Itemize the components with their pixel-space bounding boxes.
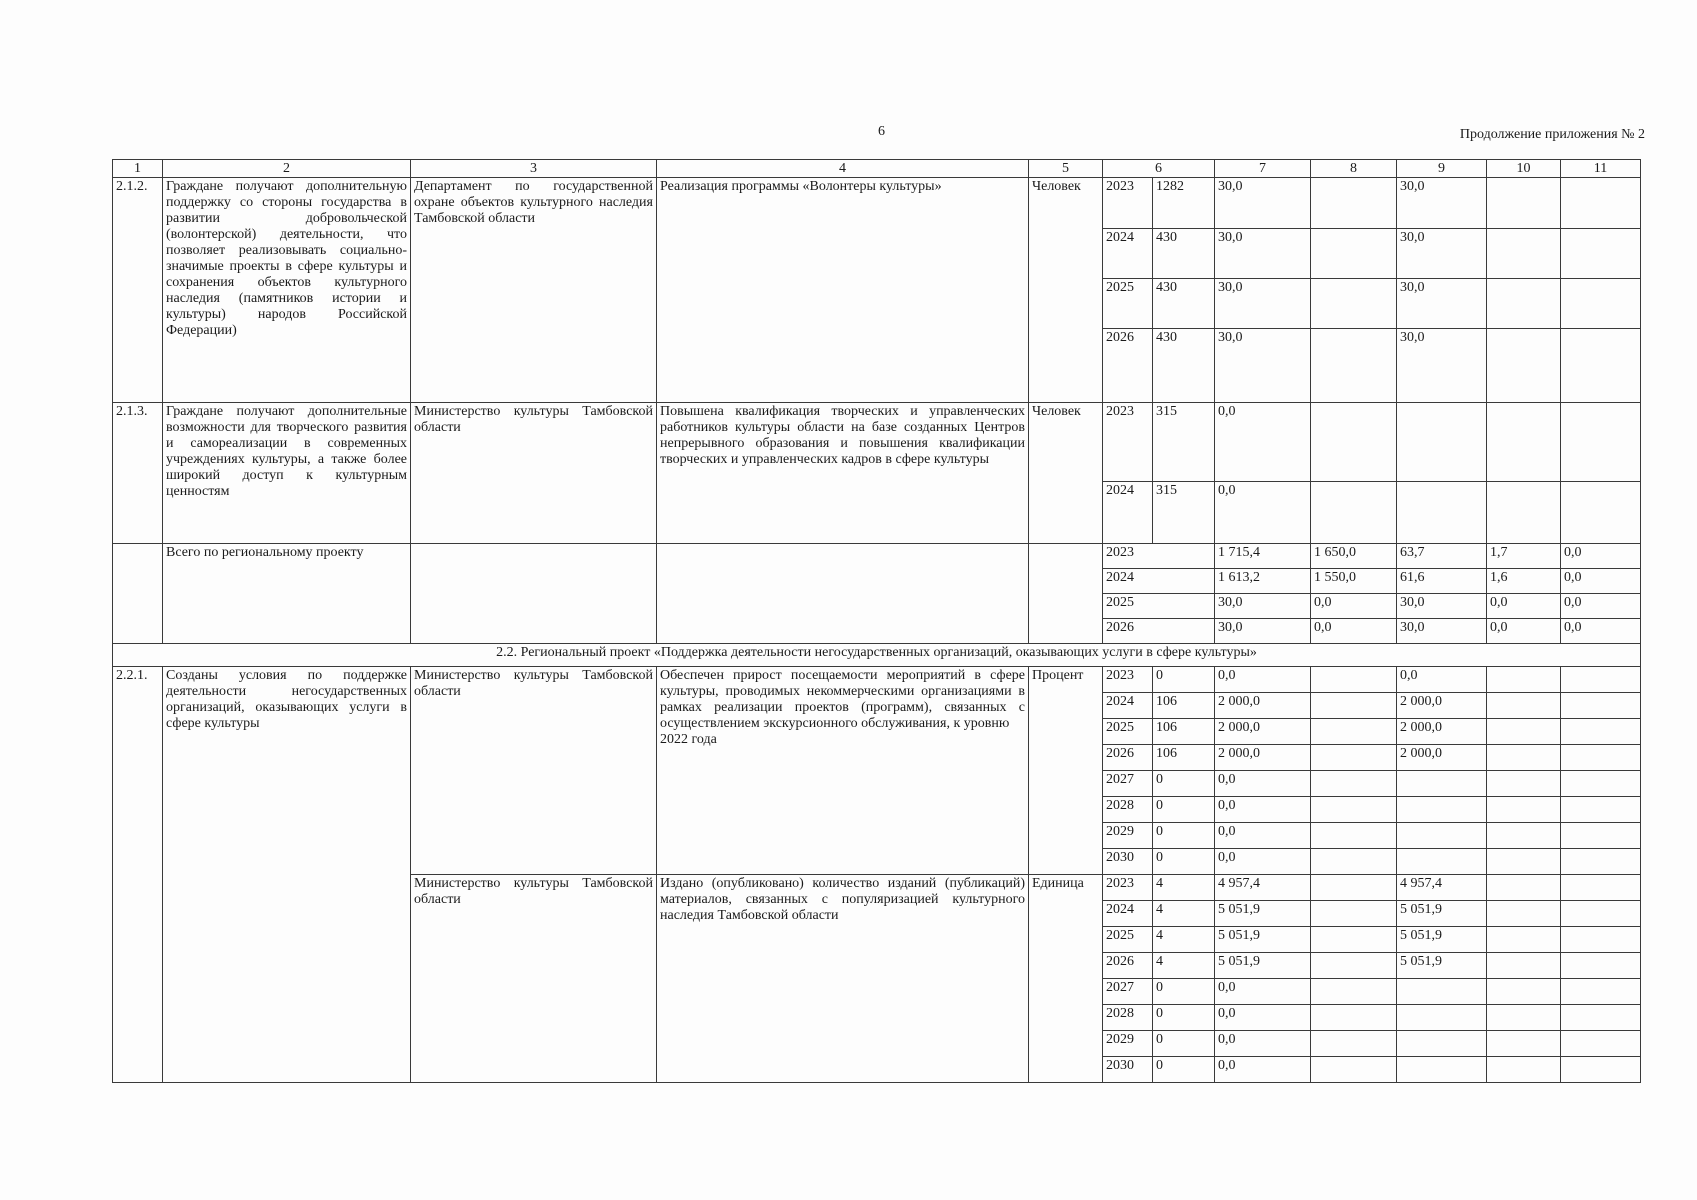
unit-text: Единица: [1029, 875, 1103, 1083]
budget-cell: 1,7: [1487, 544, 1561, 569]
budget-cell: [1311, 403, 1397, 482]
budget-cell: 30,0: [1215, 329, 1311, 403]
budget-cell: 1 715,4: [1215, 544, 1311, 569]
budget-cell: [1487, 329, 1561, 403]
budget-cell: 0,0: [1215, 849, 1311, 875]
value-cell: 0: [1153, 667, 1215, 693]
col-header: 8: [1311, 160, 1397, 178]
value-cell: 4: [1153, 875, 1215, 901]
col-header: 2: [163, 160, 411, 178]
value-cell: 4: [1153, 953, 1215, 979]
budget-cell: 0,0: [1215, 1031, 1311, 1057]
empty-cell: [411, 544, 657, 644]
budget-cell: 30,0: [1397, 594, 1487, 619]
year-cell: 2029: [1103, 823, 1153, 849]
col-header: 7: [1215, 160, 1311, 178]
budget-cell: [1561, 797, 1641, 823]
budget-cell: 30,0: [1397, 619, 1487, 644]
budget-cell: 30,0: [1215, 594, 1311, 619]
budget-cell: [1487, 482, 1561, 544]
budget-cell: 5 051,9: [1215, 927, 1311, 953]
budget-cell: 2 000,0: [1215, 745, 1311, 771]
budget-cell: [1561, 745, 1641, 771]
budget-cell: [1561, 329, 1641, 403]
value-cell: 0: [1153, 849, 1215, 875]
budget-cell: [1487, 875, 1561, 901]
budget-cell: 61,6: [1397, 569, 1487, 594]
year-cell: 2027: [1103, 979, 1153, 1005]
unit-text: Человек: [1029, 403, 1103, 544]
year-cell: 2023: [1103, 178, 1153, 229]
responsible-text: Министерство культуры Тамбовской области: [411, 403, 657, 544]
col-header: 5: [1029, 160, 1103, 178]
budget-cell: 0,0: [1215, 823, 1311, 849]
budget-cell: 0,0: [1561, 594, 1641, 619]
budget-cell: 0,0: [1487, 594, 1561, 619]
budget-cell: [1311, 875, 1397, 901]
value-cell: 430: [1153, 279, 1215, 329]
row-code: 2.1.3.: [113, 403, 163, 544]
budget-cell: [1487, 901, 1561, 927]
year-cell: 2029: [1103, 1031, 1153, 1057]
budget-cell: [1397, 797, 1487, 823]
budget-cell: 0,0: [1215, 771, 1311, 797]
budget-cell: [1487, 745, 1561, 771]
col-header: 1: [113, 160, 163, 178]
total-row: [113, 544, 1641, 569]
indicator-text: Повышена квалификация творческих и управленческих работников культуры области на базе созданных Центров непрерывного образования и повышения квалификации творческих и управленческих кадров в сфере культуры: [657, 403, 1029, 544]
value-cell: 315: [1153, 403, 1215, 482]
budget-cell: [1487, 403, 1561, 482]
responsible-text: Министерство культуры Тамбовской области: [411, 667, 657, 875]
budget-cell: [1561, 823, 1641, 849]
budget-cell: [1561, 229, 1641, 279]
responsible-text: Департамент по государственной охране объектов культурного наследия Тамбовской области: [411, 178, 657, 403]
budget-cell: [1487, 823, 1561, 849]
budget-cell: [1311, 1031, 1397, 1057]
budget-cell: [1311, 667, 1397, 693]
budget-cell: [1397, 979, 1487, 1005]
budget-cell: 0,0: [1215, 482, 1311, 544]
year-cell: 2026: [1103, 619, 1215, 644]
budget-cell: 5 051,9: [1397, 953, 1487, 979]
budget-cell: 30,0: [1215, 178, 1311, 229]
budget-cell: [1561, 279, 1641, 329]
budget-cell: [1487, 953, 1561, 979]
budget-cell: 0,0: [1311, 594, 1397, 619]
budget-cell: 0,0: [1561, 544, 1641, 569]
column-number-row: [113, 160, 1641, 178]
total-label: Всего по региональному проекту: [163, 544, 411, 644]
budget-cell: [1311, 901, 1397, 927]
budget-cell: [1311, 953, 1397, 979]
budget-cell: [1397, 403, 1487, 482]
budget-cell: [1487, 1031, 1561, 1057]
budget-cell: 0,0: [1215, 797, 1311, 823]
budget-cell: 2 000,0: [1215, 719, 1311, 745]
budget-cell: [1561, 1005, 1641, 1031]
budget-cell: [1561, 1031, 1641, 1057]
budget-cell: [1311, 979, 1397, 1005]
budget-cell: 63,7: [1397, 544, 1487, 569]
budget-cell: [1561, 901, 1641, 927]
budget-cell: [1311, 823, 1397, 849]
result-text: Граждане получают дополнительные возможности для творческого развития и самореализации в современных учреждениях культуры, а также более широкий доступ к культурным ценностям: [163, 403, 411, 544]
value-cell: 0: [1153, 979, 1215, 1005]
budget-cell: [1311, 1057, 1397, 1083]
col-header: 4: [657, 160, 1029, 178]
budget-cell: 0,0: [1311, 619, 1397, 644]
year-cell: 2024: [1103, 569, 1215, 594]
indicators-table: [112, 159, 1641, 1083]
value-cell: 106: [1153, 745, 1215, 771]
budget-cell: 5 051,9: [1215, 953, 1311, 979]
table-row: [113, 667, 1641, 693]
budget-cell: [1561, 979, 1641, 1005]
budget-cell: 0,0: [1215, 667, 1311, 693]
budget-cell: 0,0: [1215, 979, 1311, 1005]
budget-cell: [1397, 1057, 1487, 1083]
budget-cell: [1561, 1057, 1641, 1083]
budget-cell: [1487, 667, 1561, 693]
unit-text: Процент: [1029, 667, 1103, 875]
budget-cell: 30,0: [1215, 279, 1311, 329]
unit-text: Человек: [1029, 178, 1103, 403]
budget-cell: [1561, 667, 1641, 693]
value-cell: 0: [1153, 1005, 1215, 1031]
value-cell: 0: [1153, 1031, 1215, 1057]
budget-cell: [1311, 693, 1397, 719]
col-header: 3: [411, 160, 657, 178]
budget-cell: 0,0: [1215, 1057, 1311, 1083]
budget-cell: [1561, 875, 1641, 901]
value-cell: 106: [1153, 693, 1215, 719]
table-row: [113, 178, 1641, 229]
year-cell: 2030: [1103, 849, 1153, 875]
budget-cell: 1 613,2: [1215, 569, 1311, 594]
indicator-tail: 2022 года: [660, 732, 717, 747]
budget-cell: [1397, 482, 1487, 544]
budget-cell: [1311, 279, 1397, 329]
value-cell: 1282: [1153, 178, 1215, 229]
budget-cell: [1397, 771, 1487, 797]
year-cell: 2028: [1103, 1005, 1153, 1031]
indicator-text: Издано (опубликовано) количество изданий (публикаций) материалов, связанных с популяризацией культурного наследия Тамбовской области: [657, 875, 1029, 1083]
budget-cell: [1311, 229, 1397, 279]
row-code: 2.1.2.: [113, 178, 163, 403]
budget-cell: [1487, 771, 1561, 797]
budget-cell: [1311, 1005, 1397, 1031]
table-row: [113, 403, 1641, 482]
budget-cell: [1311, 849, 1397, 875]
budget-cell: [1311, 745, 1397, 771]
budget-cell: [1487, 178, 1561, 229]
budget-cell: [1487, 1005, 1561, 1031]
col-header: 10: [1487, 160, 1561, 178]
year-cell: 2026: [1103, 329, 1153, 403]
budget-cell: [1311, 797, 1397, 823]
budget-cell: 2 000,0: [1397, 693, 1487, 719]
year-cell: 2023: [1103, 403, 1153, 482]
empty-cell: [1029, 544, 1103, 644]
budget-cell: [1561, 953, 1641, 979]
budget-cell: 5 051,9: [1397, 901, 1487, 927]
indicator-body: Обеспечен прирост посещаемости мероприятий в сфере культуры, проводимых некоммерческими организациями в рамках реализации проектов (программ), связанных с осуществлением экскурсионного обслуживания, к уровню: [660, 668, 1025, 731]
budget-cell: [1397, 1005, 1487, 1031]
budget-cell: [1311, 927, 1397, 953]
budget-cell: [1561, 927, 1641, 953]
budget-cell: 4 957,4: [1215, 875, 1311, 901]
year-cell: 2030: [1103, 1057, 1153, 1083]
value-cell: 0: [1153, 1057, 1215, 1083]
budget-cell: 0,0: [1561, 619, 1641, 644]
year-cell: 2025: [1103, 719, 1153, 745]
budget-cell: 4 957,4: [1397, 875, 1487, 901]
empty-cell: [113, 544, 163, 644]
budget-cell: 30,0: [1397, 229, 1487, 279]
year-cell: 2023: [1103, 875, 1153, 901]
budget-cell: 0,0: [1561, 569, 1641, 594]
col-header: 9: [1397, 160, 1487, 178]
annex-label: Продолжение приложения № 2: [1459, 127, 1645, 142]
budget-cell: [1561, 178, 1641, 229]
budget-cell: [1397, 849, 1487, 875]
year-cell: 2027: [1103, 771, 1153, 797]
budget-cell: 2 000,0: [1397, 745, 1487, 771]
budget-cell: 30,0: [1215, 619, 1311, 644]
year-cell: 2024: [1103, 901, 1153, 927]
budget-cell: 0,0: [1487, 619, 1561, 644]
budget-cell: 30,0: [1215, 229, 1311, 279]
year-cell: 2025: [1103, 594, 1215, 619]
value-cell: 315: [1153, 482, 1215, 544]
budget-cell: 30,0: [1397, 329, 1487, 403]
year-cell: 2025: [1103, 927, 1153, 953]
result-text: Созданы условия по поддержке деятельности негосударственных организаций, оказывающих услуги в сфере культуры: [163, 667, 411, 1083]
budget-cell: [1311, 482, 1397, 544]
budget-cell: 30,0: [1397, 178, 1487, 229]
year-cell: 2024: [1103, 229, 1153, 279]
value-cell: 0: [1153, 823, 1215, 849]
year-cell: 2024: [1103, 693, 1153, 719]
year-cell: 2026: [1103, 745, 1153, 771]
year-cell: 2026: [1103, 953, 1153, 979]
year-cell: 2028: [1103, 797, 1153, 823]
budget-cell: 1 650,0: [1311, 544, 1397, 569]
budget-cell: [1561, 719, 1641, 745]
year-cell: 2024: [1103, 482, 1153, 544]
value-cell: 0: [1153, 771, 1215, 797]
budget-cell: [1487, 849, 1561, 875]
budget-cell: [1487, 927, 1561, 953]
budget-cell: 1,6: [1487, 569, 1561, 594]
budget-cell: 1 550,0: [1311, 569, 1397, 594]
budget-cell: [1311, 771, 1397, 797]
budget-cell: [1487, 229, 1561, 279]
budget-cell: 2 000,0: [1397, 719, 1487, 745]
budget-cell: [1487, 1057, 1561, 1083]
row-code: 2.2.1.: [113, 667, 163, 1083]
value-cell: 106: [1153, 719, 1215, 745]
budget-cell: [1561, 403, 1641, 482]
budget-cell: 0,0: [1215, 403, 1311, 482]
col-header: 11: [1561, 160, 1641, 178]
budget-cell: [1561, 482, 1641, 544]
budget-cell: [1487, 979, 1561, 1005]
value-cell: 0: [1153, 797, 1215, 823]
result-text: Граждане получают дополнительную поддержку со стороны государства в развитии добровольческой (волонтерской) деятельности, что позволяет реализовывать социально-значимые проекты в сфере культуры и сохранения объектов культурного наследия (памятников истории и культуры) народов Российской Федерации): [163, 178, 411, 403]
budget-cell: [1397, 823, 1487, 849]
budget-cell: [1397, 1031, 1487, 1057]
responsible-text: Министерство культуры Тамбовской области: [411, 875, 657, 1083]
budget-cell: [1311, 719, 1397, 745]
page-number: 6: [878, 124, 885, 139]
budget-cell: [1311, 329, 1397, 403]
indicator-text: [657, 667, 1029, 875]
budget-cell: [1487, 693, 1561, 719]
empty-cell: [657, 544, 1029, 644]
value-cell: 430: [1153, 229, 1215, 279]
budget-cell: [1487, 719, 1561, 745]
indicator-text: Реализация программы «Волонтеры культуры»: [657, 178, 1029, 403]
budget-cell: 0,0: [1215, 1005, 1311, 1031]
year-cell: 2023: [1103, 667, 1153, 693]
section-title: 2.2. Региональный проект «Поддержка деятельности негосударственных организаций, оказывающих услуги в сфере культуры»: [113, 644, 1641, 667]
budget-cell: [1487, 279, 1561, 329]
section-row: [113, 644, 1641, 667]
budget-cell: [1561, 693, 1641, 719]
budget-cell: 5 051,9: [1397, 927, 1487, 953]
budget-cell: 2 000,0: [1215, 693, 1311, 719]
year-cell: 2025: [1103, 279, 1153, 329]
value-cell: 4: [1153, 927, 1215, 953]
budget-cell: 0,0: [1397, 667, 1487, 693]
budget-cell: [1561, 771, 1641, 797]
year-cell: 2023: [1103, 544, 1215, 569]
value-cell: 4: [1153, 901, 1215, 927]
budget-cell: [1311, 178, 1397, 229]
budget-cell: [1487, 797, 1561, 823]
value-cell: 430: [1153, 329, 1215, 403]
budget-cell: 30,0: [1397, 279, 1487, 329]
budget-cell: 5 051,9: [1215, 901, 1311, 927]
col-header: 6: [1103, 160, 1215, 178]
budget-cell: [1561, 849, 1641, 875]
